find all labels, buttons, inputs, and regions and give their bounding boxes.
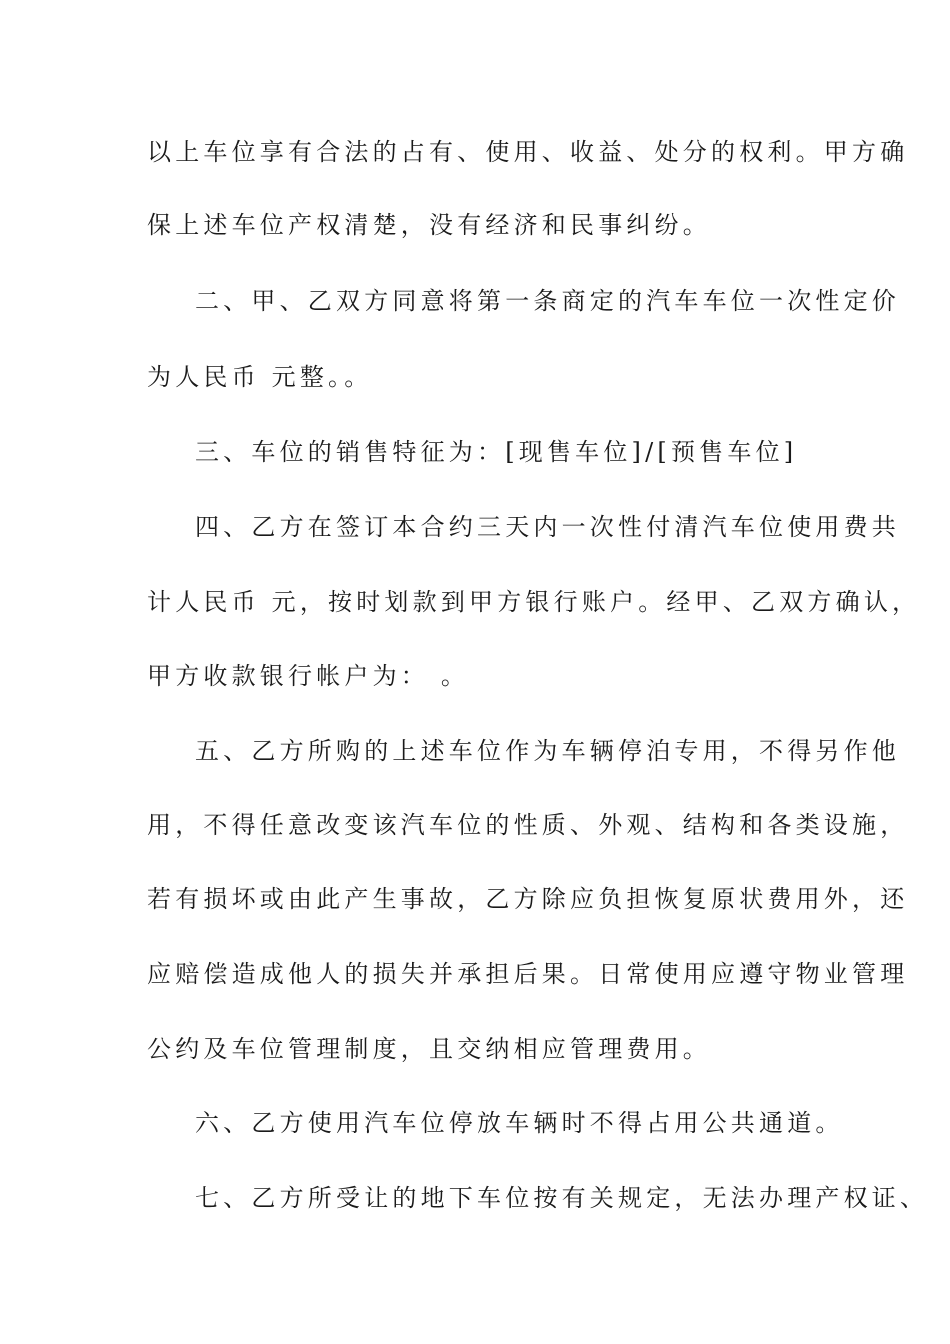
text-line-1: 以上车位享有合法的占有、使用、收益、处分的权利。甲方确 bbox=[147, 138, 909, 166]
clause-4-line-3: 甲方收款银行帐户为： 。 bbox=[147, 662, 470, 690]
text-line-2: 保上述车位产权清楚，没有经济和民事纠纷。 bbox=[147, 211, 711, 239]
clause-5-line-3: 若有损坏或由此产生事故，乙方除应负担恢复原状费用外，还 bbox=[147, 885, 909, 913]
clause-4-line-1: 四、乙方在签订本合约三天内一次性付清汽车位使用费共 bbox=[195, 513, 900, 541]
clause-5-line-1: 五、乙方所购的上述车位作为车辆停泊专用，不得另作他 bbox=[195, 737, 900, 765]
clause-6-line-1: 六、乙方使用汽车位停放车辆时不得占用公共通道。 bbox=[195, 1109, 844, 1137]
clause-5-line-2: 用，不得任意改变该汽车位的性质、外观、结构和各类设施， bbox=[147, 811, 909, 839]
clause-3-line-1: 三、车位的销售特征为：[现售车位]/[预售车位] bbox=[195, 438, 798, 466]
clause-5-line-5: 公约及车位管理制度，且交纳相应管理费用。 bbox=[147, 1035, 711, 1063]
clause-4-line-2: 计人民币 元，按时划款到甲方银行账户。经甲、乙双方确认， bbox=[147, 588, 921, 616]
clause-7-line-1: 七、乙方所受让的地下车位按有关规定，无法办理产权证、 bbox=[195, 1184, 929, 1212]
clause-2-line-1: 二、甲、乙双方同意将第一条商定的汽车车位一次性定价 bbox=[195, 287, 900, 315]
clause-5-line-4: 应赔偿造成他人的损失并承担后果。日常使用应遵守物业管理 bbox=[147, 960, 909, 988]
clause-2-line-2: 为人民币 元整。。 bbox=[147, 363, 373, 391]
